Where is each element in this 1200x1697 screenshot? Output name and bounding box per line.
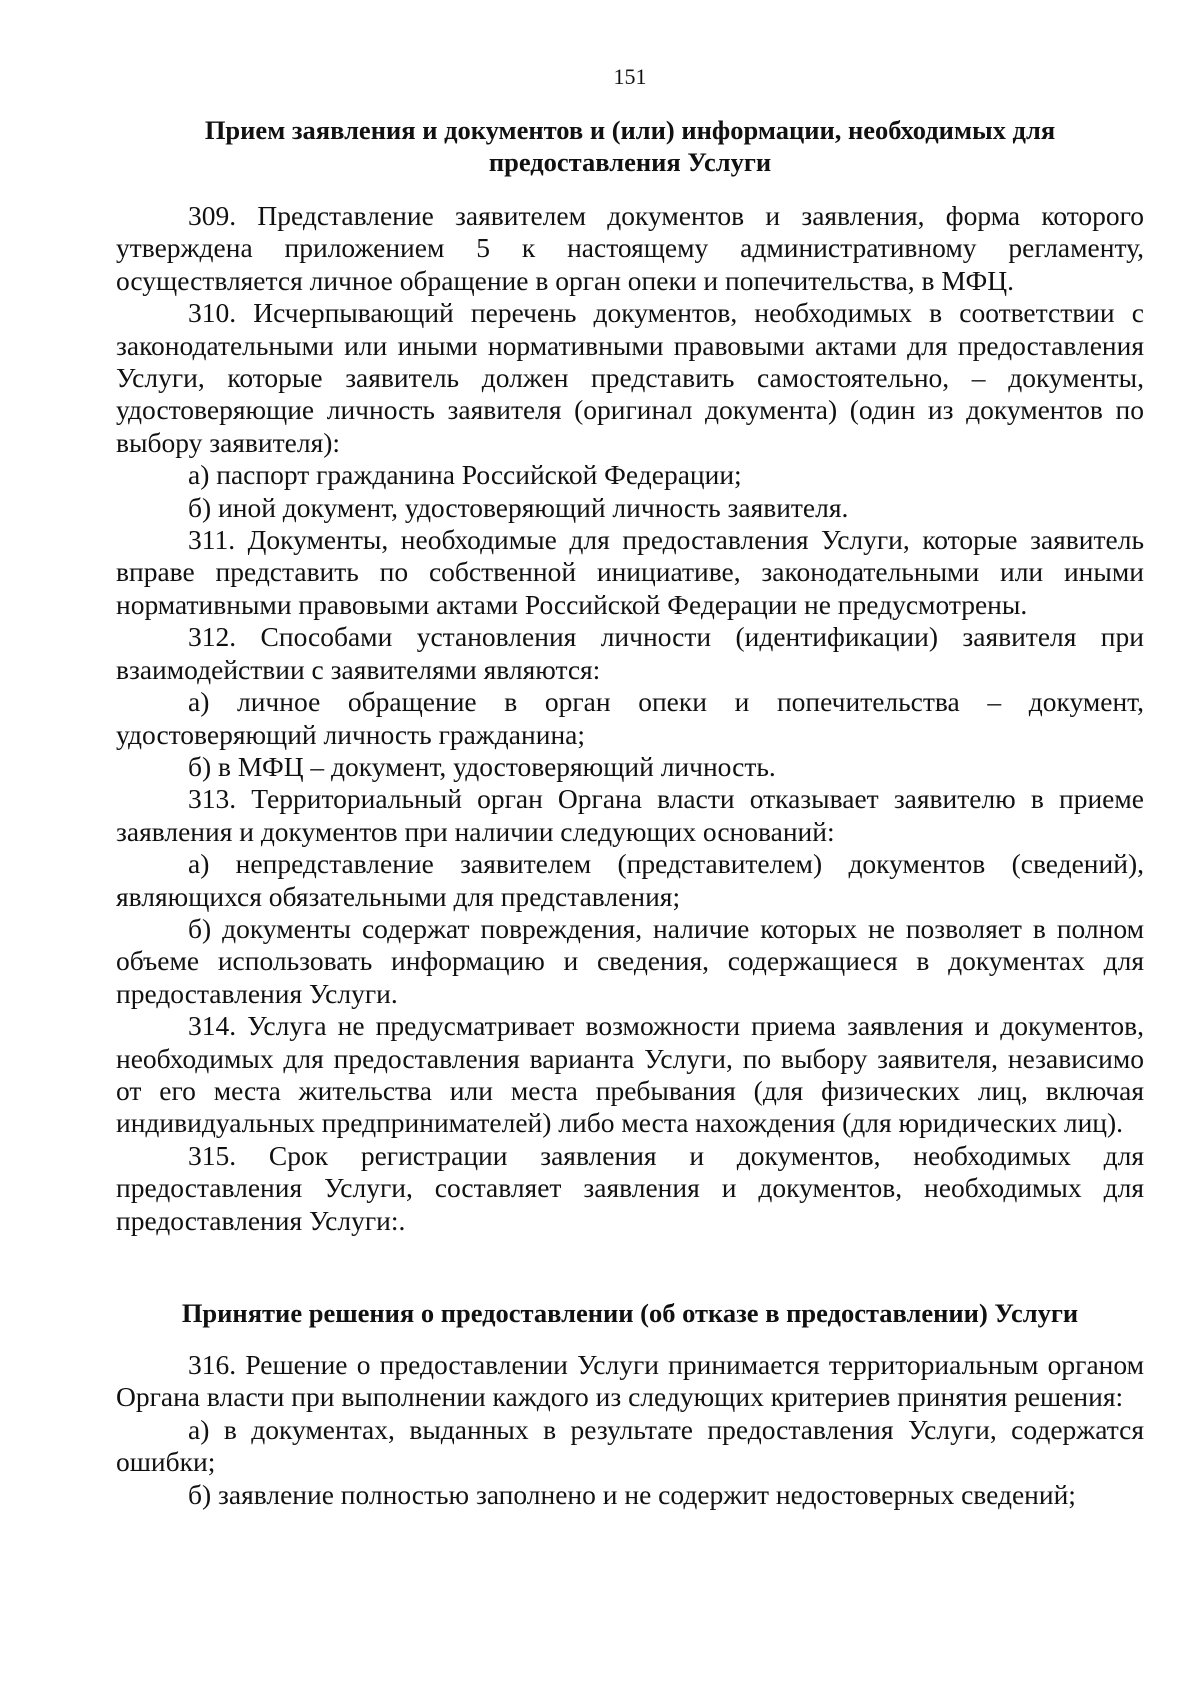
section-heading-reception: Прием заявления и документов и (или) информации, необходимых для предоставления Услуги <box>204 115 1056 177</box>
paragraph-310: 310. Исчерпывающий перечень документов, необходимых в соответствии с законодательными или иными нормативными правовыми актами для предоставления Услуги, которые заявитель должен представить самостоятельно, – документы, удостоверяющие личность заявителя (оригинал документа) (один из документов по выбору заявителя): <box>116 297 1144 458</box>
section-heading-decision: Принятие решения о предоставлении (об отказе в предоставлении) Услуги <box>181 1298 1079 1328</box>
paragraph-310-b: б) иной документ, удостоверяющий личность заявителя. <box>188 491 849 523</box>
paragraph-313: 313. Территориальный орган Органа власти отказывает заявителю в приеме заявления и документов при наличии следующих оснований: <box>116 783 1144 847</box>
paragraph-315: 315. Срок регистрации заявления и документов, необходимых для предоставления Услуги, составляет заявления и документов, необходимых для предоставления Услуги:. <box>116 1139 1144 1236</box>
paragraph-316: 316. Решение о предоставлении Услуги принимается территориальным органом Органа власти при выполнении каждого из следующих критериев принятия решения: <box>116 1349 1144 1413</box>
paragraph-316-a: а) в документах, выданных в результате предоставления Услуги, содержатся ошибки; <box>116 1413 1144 1478</box>
paragraph-312-a: а) личное обращение в орган опеки и попечительства – документ, удостоверяющий личность гражданина; <box>116 686 1144 750</box>
paragraph-316-b: б) заявление полностью заполнено и не содержит недостоверных сведений; <box>188 1478 1076 1510</box>
paragraph-311: 311. Документы, необходимые для предоставления Услуги, которые заявитель вправе представить по собственной инициативе, законодательными или иными нормативными правовыми актами Российской Федерации не предусмотрены. <box>116 524 1144 620</box>
section-body-reception <box>116 200 1144 1237</box>
paragraph-312: 312. Способами установления личности (идентификации) заявителя при взаимодействии с заявителями являются: <box>116 621 1144 685</box>
page-number: 151 <box>613 64 647 89</box>
document-page <box>116 62 1144 1511</box>
paragraph-314: 314. Услуга не предусматривает возможности приема заявления и документов, необходимых для предоставления варианта Услуги, по выбору заявителя, независимо от его места жительства или места пребывания (для физических лиц, включая индивидуальных предпринимателей) либо места нахождения (для юридических лиц). <box>116 1010 1144 1139</box>
section-body-decision <box>116 1349 1144 1511</box>
paragraph-309: 309. Представление заявителем документов и заявления, форма которого утверждена приложением 5 к настоящему административному регламенту, осуществляется личное обращение в орган опеки и попечительства, в МФЦ. <box>116 200 1144 296</box>
paragraph-313-a: а) непредставление заявителем (представителем) документов (сведений), являющихся обязательными для представления; <box>116 848 1144 912</box>
paragraph-312-b: б) в МФЦ – документ, удостоверяющий личность. <box>188 750 776 782</box>
paragraph-310-a: а) паспорт гражданина Российской Федерации; <box>188 459 742 491</box>
paragraph-313-b: б) документы содержат повреждения, наличие которых не позволяет в полном объеме использовать информацию и сведения, содержащиеся в документах для предоставления Услуги. <box>116 912 1144 1009</box>
